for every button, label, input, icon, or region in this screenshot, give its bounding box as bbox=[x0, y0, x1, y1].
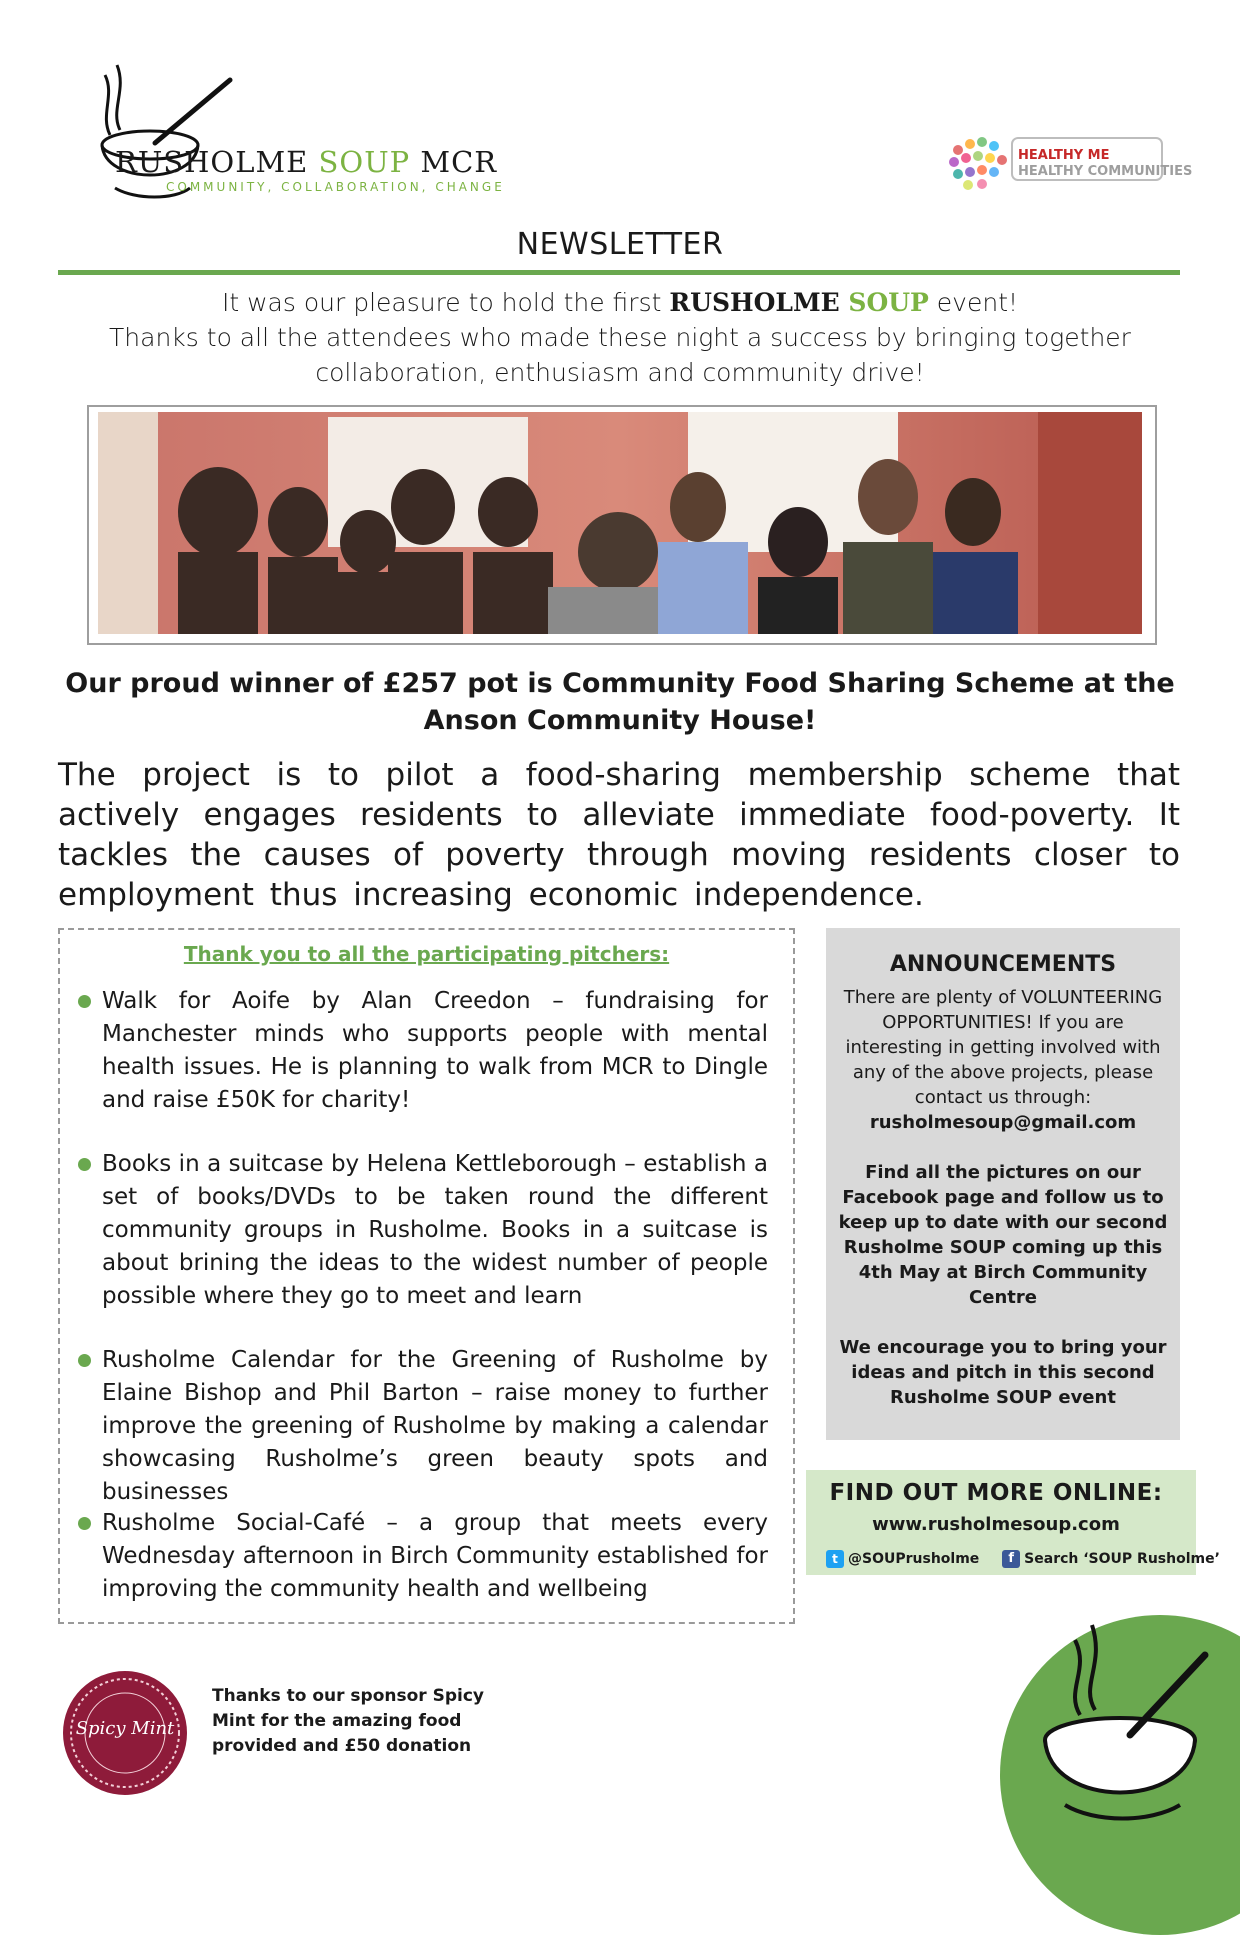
logo-title: RUSHOLME SOUP MCR bbox=[115, 145, 498, 179]
healthy-me-text: HEALTHY ME HEALTHY COMMUNITIES bbox=[1018, 148, 1193, 179]
announcements-encourage: We encourage you to bring your ideas and pitch in this second Rusholme SOUP event bbox=[839, 1337, 1167, 1408]
bullet-icon bbox=[78, 1517, 91, 1530]
list-item: Rusholme Social-Café – a group that meets every Wednesday afternoon in Birch Community established for improving the community health and wellbeing bbox=[78, 1507, 768, 1606]
newsletter-heading: NEWSLETTER bbox=[516, 227, 724, 262]
announcements-pictures: Find all the pictures on our Facebook page and follow us to keep up to date with our second Rusholme SOUP coming up this 4th May at Birch Community Centre bbox=[838, 1162, 1168, 1308]
sponsor-text: Thanks to our sponsor Spicy Mint for the amazing food provided and £50 donation bbox=[212, 1686, 484, 1756]
event-group-photo bbox=[98, 412, 1142, 634]
list-item: Rusholme Calendar for the Greening of Rusholme by Elaine Bishop and Phil Barton – raise money to further improve the greening of Rusholme by making a calendar showcasing Rusholme’s green beauty spots and businesses bbox=[78, 1344, 768, 1509]
soup-bowl-icon bbox=[1000, 1595, 1220, 1825]
intro-text: It was our pleasure to hold the first RUSHOLME SOUP event! Thanks to all the attendees who made these night a success by bringing together collaboration, enthusiasm and community drive! bbox=[109, 288, 1131, 387]
website-link[interactable]: www.rusholmesoup.com bbox=[872, 1514, 1120, 1535]
social-links bbox=[826, 1550, 1220, 1568]
bullet-icon bbox=[78, 1158, 91, 1171]
twitter-handle[interactable]: @SOUPrusholme bbox=[848, 1551, 980, 1567]
facebook-search[interactable]: Search ‘SOUP Rusholme’ bbox=[1024, 1551, 1220, 1567]
online-title: FIND OUT MORE ONLINE: bbox=[829, 1480, 1163, 1506]
list-item: Books in a suitcase by Helena Kettleborough – establish a set of books/DVDs to be taken round the different community groups in Rusholme. Books in a suitcase is about brining the ideas to the widest number of people possible where they go to meet and learn bbox=[78, 1148, 768, 1313]
twitter-icon: t bbox=[826, 1550, 844, 1568]
announcements-title: ANNOUNCEMENTS bbox=[889, 952, 1117, 977]
pitchers-heading: Thank you to all the participating pitchers: bbox=[183, 942, 670, 966]
logo-tagline: COMMUNITY, COLLABORATION, CHANGE bbox=[166, 180, 505, 194]
contact-email[interactable]: rusholmesoup@gmail.com bbox=[869, 1112, 1137, 1133]
announcements-volunteering: There are plenty of VOLUNTEERING OPPORTUNITIES! If you are interesting in getting involved with any of the above projects, please contact us through: bbox=[843, 987, 1163, 1108]
bullet-icon bbox=[78, 995, 91, 1008]
list-item: Walk for Aoife by Alan Creedon – fundraising for Manchester minds who supports people with mental health issues. He is planning to walk from MCR to Dingle and raise £50K for charity! bbox=[78, 985, 768, 1117]
winner-announcement: Our proud winner of £257 pot is Community Food Sharing Scheme at the Anson Community House! bbox=[65, 668, 1175, 736]
facebook-icon: f bbox=[1002, 1550, 1020, 1568]
project-description: The project is to pilot a food-sharing membership scheme that actively engages residents to alleviate immediate food-poverty. It tackles the causes of poverty through moving residents closer to employment thus increasing economic independence. bbox=[58, 757, 1180, 913]
bullet-icon bbox=[78, 1354, 91, 1367]
header-divider bbox=[58, 270, 1180, 275]
spicy-mint-label: Spicy Mint bbox=[75, 1718, 175, 1739]
